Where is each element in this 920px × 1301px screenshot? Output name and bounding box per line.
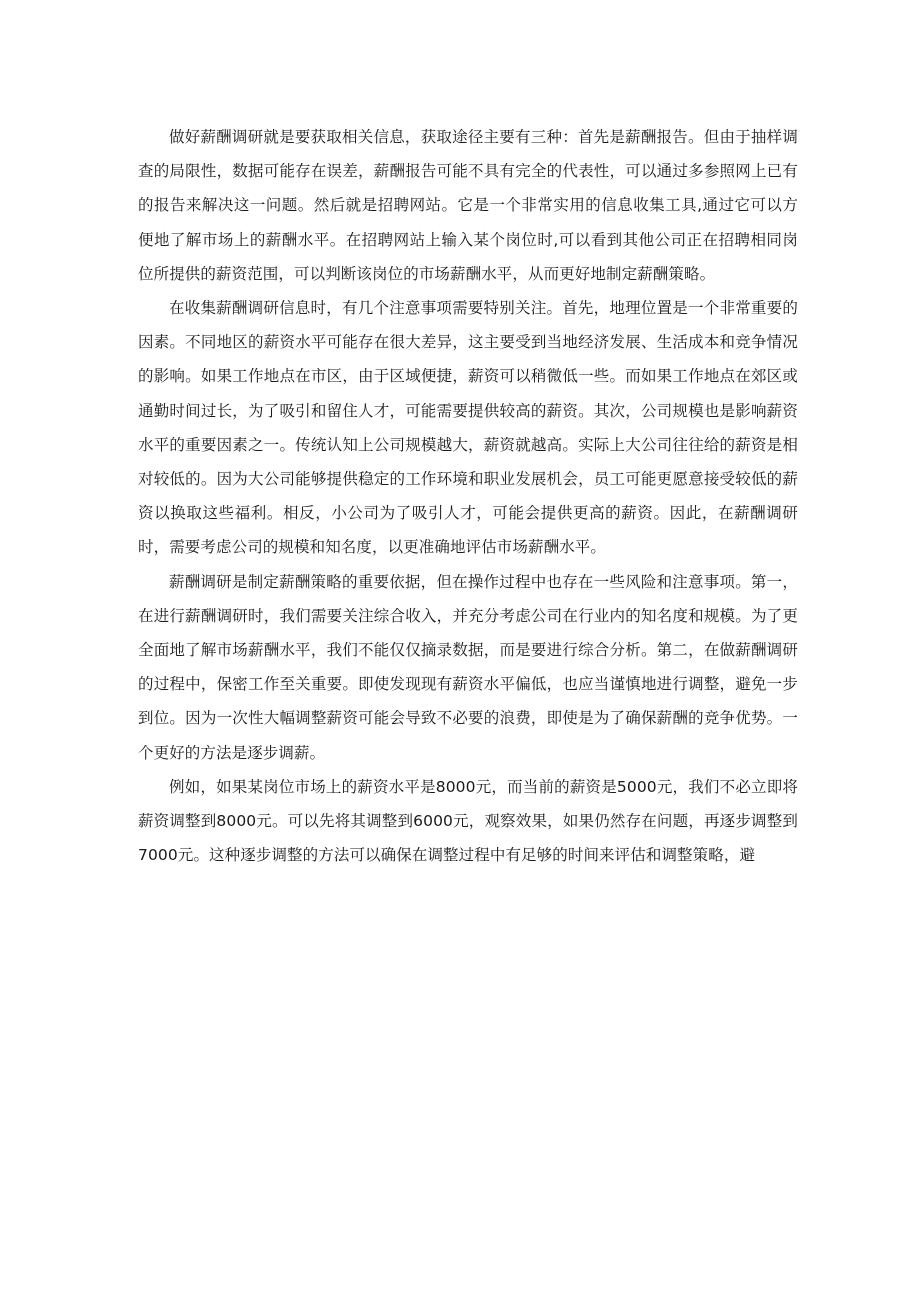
document-page [138,120,798,872]
paragraph-risks-and-notes: 薪酬调研是制定薪酬策略的重要依据，但在操作过程中也存在一些风险和注意事项。第一，在进行薪酬调研时，我们需要关注综合收入，并充分考虑公司在行业内的知名度和规模。为了更全面地了解市场薪酬水平，我们不能仅仅摘录数据，而是要进行综合分析。第二，在做薪酬调研的过程中，保密工作至关重要。即使发现现有薪资水平偏低，也应当谨慎地进行调整，避免一步到位。因为一次性大幅调整薪资可能会导致不必要的浪费，即使是为了确保薪酬的竞争优势。一个更好的方法是逐步调薪。 [138,572,798,762]
paragraph-salary-research-sources: 做好薪酬调研就是要获取相关信息，获取途径主要有三种：首先是薪酬报告。但由于抽样调查的局限性，数据可能存在误差，薪酬报告可能不具有完全的代表性，可以通过多参照网上已有的报告来解决这一问题。然后就是招聘网站。它是一个非常实用的信息收集工具,通过它可以方便地了解市场上的薪酬水平。在招聘网站上输入某个岗位时,可以看到其他公司正在招聘相同岗位所提供的薪资范围，可以判断该岗位的市场薪酬水平，从而更好地制定薪酬策略。 [138,128,798,283]
paragraph-example: 例如，如果某岗位市场上的薪资水平是8000元，而当前的薪资是5000元，我们不必立即将薪资调整到8000元。可以先将其调整到6000元，观察效果，如果仍然存在问题，再逐步调整到7000元。这种逐步调整的方法可以确保在调整过程中有足够的时间来评估和调整策略，避 [138,777,798,865]
paragraph-collection-considerations: 在收集薪酬调研信息时，有几个注意事项需要特别关注。首先，地理位置是一个非常重要的因素。不同地区的薪资水平可能存在很大差异，这主要受到当地经济发展、生活成本和竞争情况的影响。如果工作地点在市区，由于区域便捷，薪资可以稍微低一些。而如果工作地点在郊区或通勤时间过长，为了吸引和留住人才，可能需要提供较高的薪资。其次，公司规模也是影响薪资水平的重要因素之一。传统认知上公司规模越大，薪资就越高。实际上大公司往往给的薪资是相对较低的。因为大公司能够提供稳定的工作环境和职业发展机会，员工可能更愿意接受较低的薪资以换取这些福利。相反，小公司为了吸引人才，可能会提供更高的薪资。因此，在薪酬调研时，需要考虑公司的规模和知名度，以更准确地评估市场薪酬水平。 [138,299,798,557]
